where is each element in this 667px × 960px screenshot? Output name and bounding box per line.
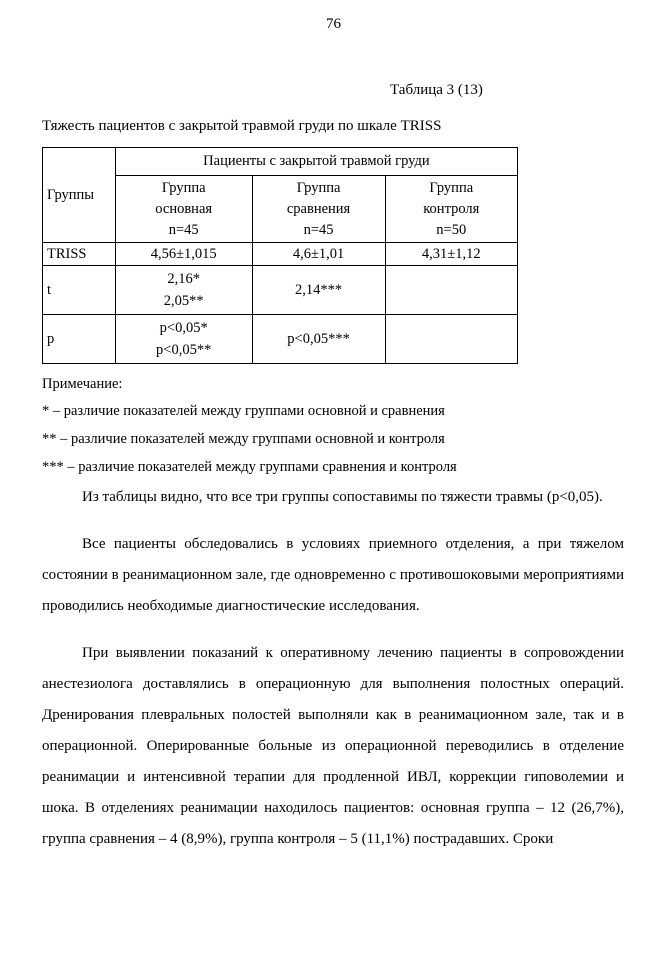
body-text [42, 482, 624, 855]
cell-triss-main: 4,56±1,015 [115, 243, 252, 266]
note-item: *** – различие показателей между группами сравнения и контроля [42, 459, 457, 475]
header-main-line2: основная [155, 200, 213, 217]
cell-t-cmp: 2,14*** [252, 266, 385, 315]
cell-triss-cmp: 4,6±1,01 [252, 243, 385, 266]
cell-t-main-b: 2,05** [163, 293, 204, 309]
cell-p-main-b: p<0,05** [156, 342, 212, 358]
header-span: Пациенты с закрытой травмой груди [115, 148, 517, 176]
header-ctrl-line3: n=50 [436, 221, 467, 238]
header-control-group [385, 176, 517, 243]
cell-p-ctrl [385, 315, 517, 364]
note-item: * – различие показателей между группами основной и сравнения [42, 403, 445, 419]
row-label-p: p [43, 315, 116, 364]
cell-t-ctrl [385, 266, 517, 315]
header-main-line3: n=45 [168, 221, 199, 238]
table-caption: Таблица 3 (13) [390, 82, 483, 98]
triss-table [42, 147, 518, 364]
cell-t-main-a: 2,16* [167, 271, 200, 287]
table-row [43, 266, 518, 315]
header-main-group [115, 176, 252, 243]
note-block [42, 374, 457, 482]
cell-p-main [115, 315, 252, 364]
cell-p-cmp: p<0,05*** [252, 315, 385, 364]
row-label-t: t [43, 266, 116, 315]
table-row [43, 315, 518, 364]
header-comparison-group [252, 176, 385, 243]
cell-t-main [115, 266, 252, 315]
header-main-line1: Группа [161, 179, 206, 196]
note-item: ** – различие показателей между группами основной и контроля [42, 431, 445, 447]
paragraph: Из таблицы видно, что все три группы сопоставимы по тяжести травмы (p<0,05). [82, 489, 603, 505]
row-label-triss: TRISS [43, 243, 116, 266]
header-cmp-line2: сравнения [286, 200, 351, 217]
header-cmp-line3: n=45 [303, 221, 334, 238]
header-groups: Группы [43, 148, 116, 243]
note-heading: Примечание: [42, 376, 123, 392]
table-title: Тяжесть пациентов с закрытой травмой груди по шкале TRISS [42, 118, 442, 134]
header-cmp-line1: Группа [296, 179, 341, 196]
page-number: 76 [326, 16, 341, 32]
table-row [43, 243, 518, 266]
cell-p-main-a: p<0,05* [159, 320, 208, 336]
header-ctrl-line1: Группа [429, 179, 474, 196]
paragraph: При выявлении показаний к оперативному лечению пациенты в сопровождении анестезиолога доставлялись в операционную для выполнения полостных операций. Дренирования плевральных полостей выполняли как в реанимационном зале, так и в операционной. Оперированные больные из операционной переводились в отделение реанимации и интенсивной терапии для продленной ИВЛ, коррекции гиповолемии и шока. В отделениях реанимации находилось пациентов: основная группа – 12 (26,7%), группа сравнения – 4 (8,9%), группа контроля – 5 (11,1%) пострадавших. Сроки [42, 645, 624, 847]
header-ctrl-line2: контроля [423, 200, 480, 217]
paragraph: Все пациенты обследовались в условиях приемного отделения, а при тяжелом состоянии в реанимационном зале, где одновременно с противошоковыми мероприятиями проводились необходимые диагностические исследования. [42, 536, 624, 614]
cell-triss-ctrl: 4,31±1,12 [385, 243, 517, 266]
